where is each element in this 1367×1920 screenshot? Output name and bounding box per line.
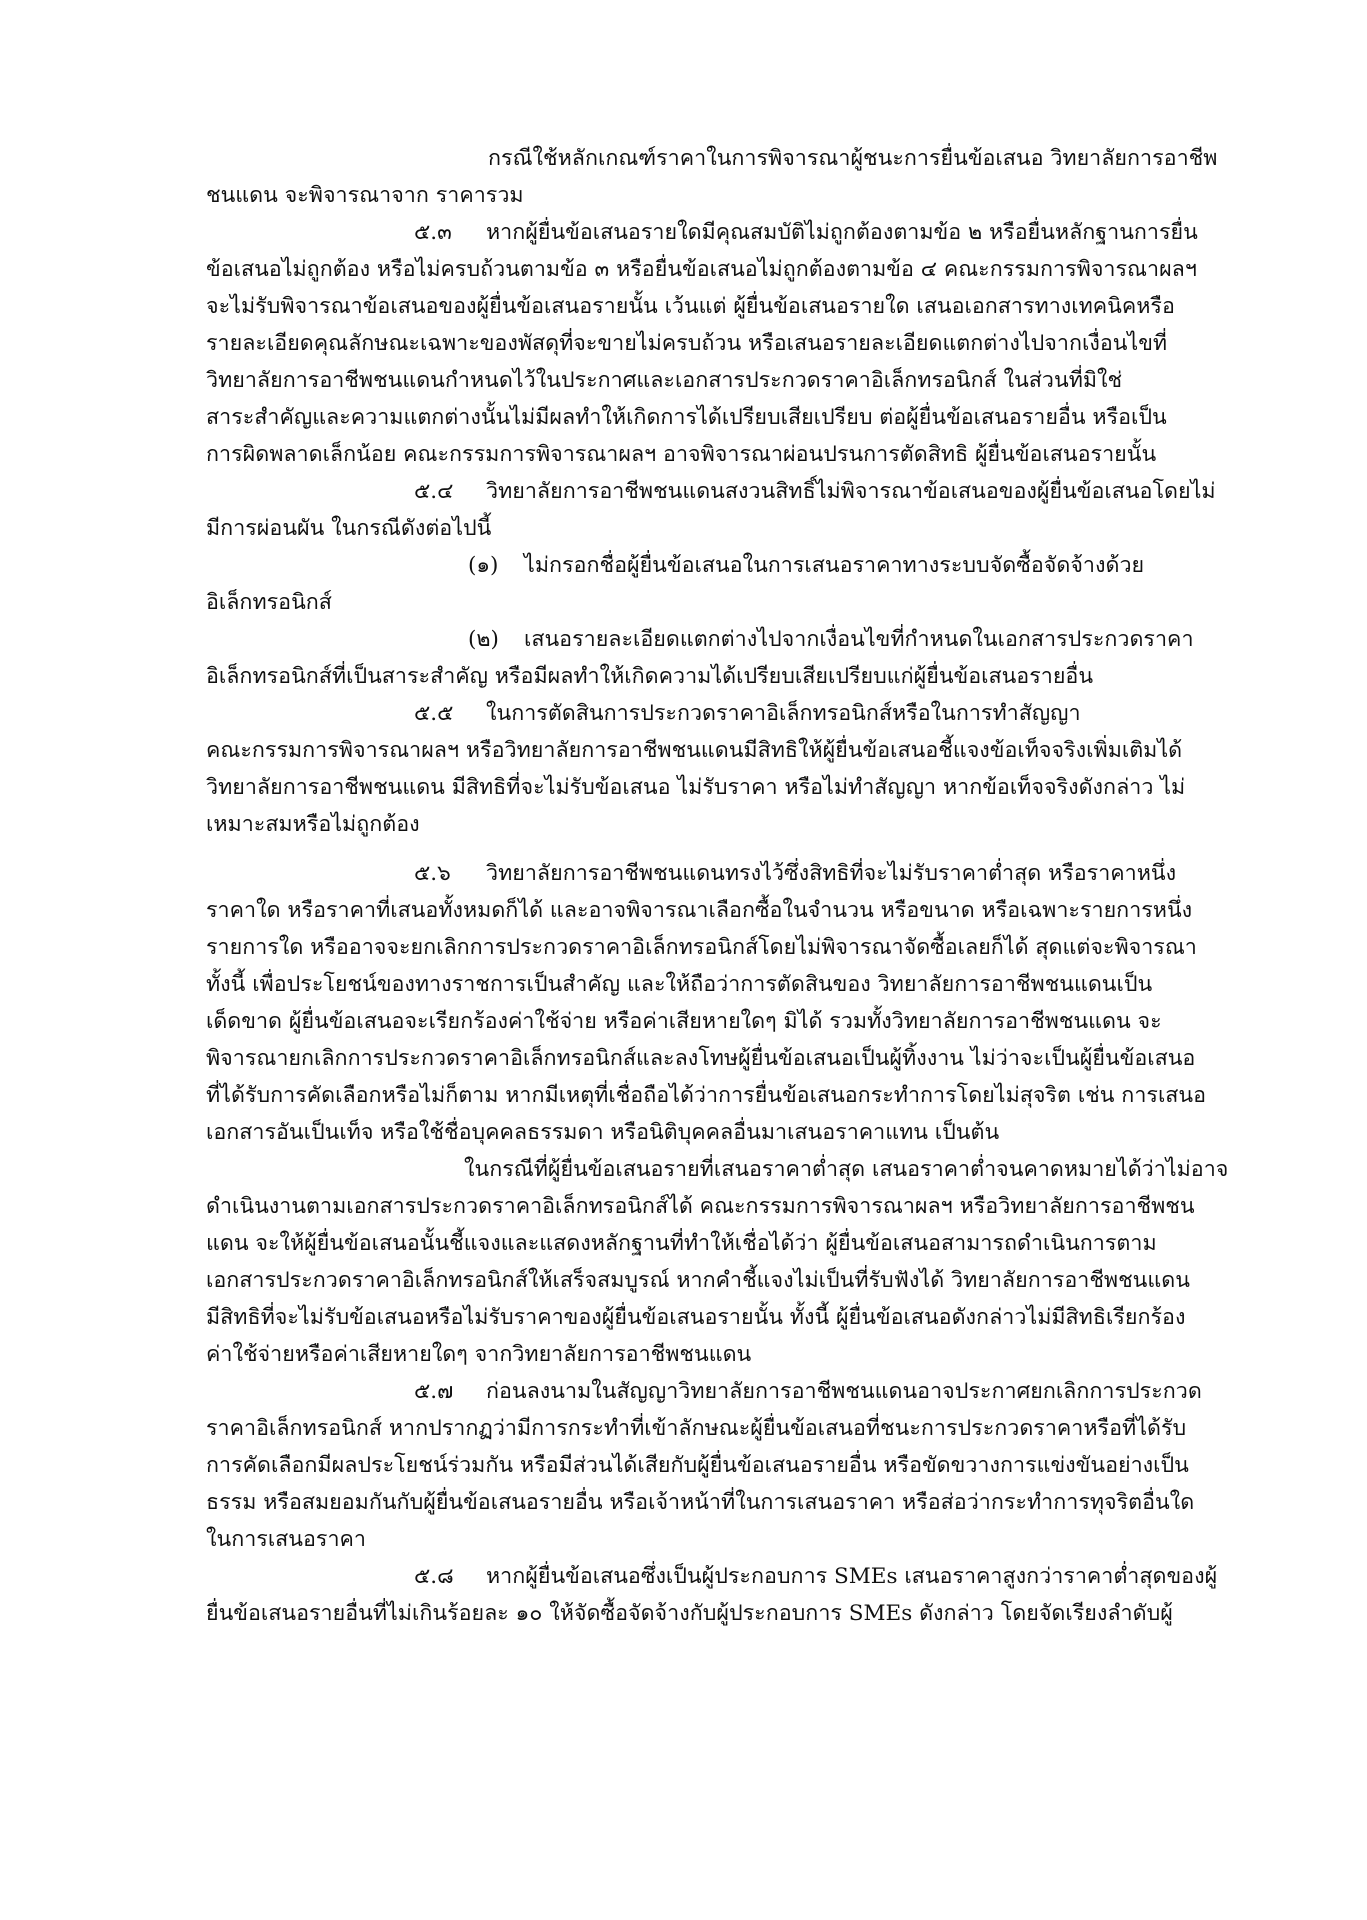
text-line: เสนอรายละเอียดแตกต่างไปจากเงื่อนไขที่กำหนดในเอกสารประกวดราคา [524, 627, 1194, 652]
paragraph-5-3 [206, 214, 1238, 473]
paragraph-5-7 [206, 1373, 1238, 1558]
text-line: เอกสารประกวดราคาอิเล็กทรอนิกส์ให้เสร็จสมบูรณ์ หากคำชี้แจงไม่เป็นที่รับฟังได้ วิทยาลัยการอาชีพชนแดน [206, 1268, 1190, 1293]
text-line: ค่าใช้จ่ายหรือค่าเสียหายใดๆ จากวิทยาลัยการอาชีพชนแดน [206, 1342, 752, 1367]
text-line: หากผู้ยื่นข้อเสนอรายใดมีคุณสมบัติไม่ถูกต้องตามข้อ ๒ หรือยื่นหลักฐานการยื่น [486, 220, 1198, 245]
text-line: คณะกรรมการพิจารณาผลฯ หรือวิทยาลัยการอาชีพชนแดนมีสิทธิให้ผู้ยื่นข้อเสนอชี้แจงข้อเท็จจริงเพิ่มเติมได้ [206, 738, 1183, 763]
paragraph-5-4-2 [206, 621, 1238, 695]
text-line: สาระสำคัญและความแตกต่างนั้นไม่มีผลทำให้เกิดการได้เปรียบเสียเปรียบ ต่อผู้ยื่นข้อเสนอรายอื่น หรือเป็น [206, 405, 1167, 430]
item-number: (๑) [468, 553, 499, 578]
text-line: ราคาใด หรือราคาที่เสนอทั้งหมดก็ได้ และอาจพิจารณาเลือกซื้อในจำนวน หรือขนาด หรือเฉพาะรายการหนึ่ง [206, 898, 1193, 923]
text-line: เหมาะสมหรือไม่ถูกต้อง [206, 812, 420, 837]
text-line: พิจารณายกเลิกการประกวดราคาอิเล็กทรอนิกส์และลงโทษผู้ยื่นข้อเสนอเป็นผู้ทิ้งงาน ไม่ว่าจะเป็นผู้ยื่นข้อเสนอ [206, 1046, 1196, 1071]
section-number: ๕.๓ [414, 220, 452, 245]
text-line: ธรรม หรือสมยอมกันกับผู้ยื่นข้อเสนอรายอื่น หรือเจ้าหน้าที่ในการเสนอราคา หรือส่อว่ากระทำการทุจริตอื่นใด [206, 1490, 1195, 1515]
text-line: ไม่กรอกชื่อผู้ยื่นข้อเสนอในการเสนอราคาทางระบบจัดซื้อจัดจ้างด้วย [524, 553, 1145, 578]
text-line: มีการผ่อนผัน ในกรณีดังต่อไปนี้ [206, 516, 492, 541]
text-line: ยื่นข้อเสนอรายอื่นที่ไม่เกินร้อยละ ๑๐ ให้จัดซื้อจัดจ้างกับผู้ประกอบการ SMEs ดังกล่าว โดยจัดเรียงลำดับผู้ [206, 1601, 1173, 1626]
text-line: แดน จะให้ผู้ยื่นข้อเสนอนั้นชี้แจงและแสดงหลักฐานที่ทำให้เชื่อได้ว่า ผู้ยื่นข้อเสนอสามารถดำเนินการตาม [206, 1231, 1157, 1256]
text-line: อิเล็กทรอนิกส์ [206, 590, 332, 615]
text-line: การผิดพลาดเล็กน้อย คณะกรรมการพิจารณาผลฯ อาจพิจารณาผ่อนปรนการตัดสิทธิ ผู้ยื่นข้อเสนอรายนั้น [206, 442, 1157, 467]
text-line: วิทยาลัยการอาชีพชนแดน มีสิทธิที่จะไม่รับข้อเสนอ ไม่รับราคา หรือไม่ทำสัญญา หากข้อเท็จจริงดังกล่าว ไม่ [206, 775, 1186, 800]
text-line: รายละเอียดคุณลักษณะเฉพาะของพัสดุที่จะขายไม่ครบถ้วน หรือเสนอรายละเอียดแตกต่างไปจากเงื่อนไขที่ [206, 331, 1168, 356]
text-line: วิทยาลัยการอาชีพชนแดนทรงไว้ซึ่งสิทธิที่จะไม่รับราคาต่ำสุด หรือราคาหนึ่ง [486, 861, 1177, 886]
section-number: ๕.๖ [414, 861, 451, 886]
paragraph-5-4-1 [206, 547, 1238, 621]
text-line: เด็ดขาด ผู้ยื่นข้อเสนอจะเรียกร้องค่าใช้จ่าย หรือค่าเสียหายใดๆ มิได้ รวมทั้งวิทยาลัยการอาชีพชนแดน จะ [206, 1009, 1162, 1034]
paragraph-5-6-continued [206, 1151, 1238, 1373]
paragraph-5-6 [206, 855, 1238, 1151]
text-line: หากผู้ยื่นข้อเสนอซึ่งเป็นผู้ประกอบการ SMEs เสนอราคาสูงกว่าราคาต่ำสุดของผู้ [486, 1564, 1218, 1589]
text-line: ราคาอิเล็กทรอนิกส์ หากปรากฏว่ามีการกระทำที่เข้าลักษณะผู้ยื่นข้อเสนอที่ชนะการประกวดราคาหรือที่ได้รับ [206, 1416, 1187, 1441]
text-line: ในกรณีที่ผู้ยื่นข้อเสนอรายที่เสนอราคาต่ำสุด เสนอราคาต่ำจนคาดหมายได้ว่าไม่อาจ [464, 1157, 1229, 1182]
document-page [206, 140, 1238, 1632]
text-line: จะไม่รับพิจารณาข้อเสนอของผู้ยื่นข้อเสนอรายนั้น เว้นแต่ ผู้ยื่นข้อเสนอรายใด เสนอเอกสารทางเทคนิคหรือ [206, 294, 1175, 319]
text-line: กรณีใช้หลักเกณฑ์ราคาในการพิจารณาผู้ชนะการยื่นข้อเสนอ วิทยาลัยการอาชีพ [488, 146, 1218, 171]
text-line: ในการตัดสินการประกวดราคาอิเล็กทรอนิกส์หรือในการทำสัญญา [486, 701, 1081, 726]
section-number: ๕.๔ [414, 479, 454, 504]
item-number: (๒) [468, 627, 499, 652]
text-line: ชนแดน จะพิจารณาจาก ราคารวม [206, 183, 524, 208]
text-line: ก่อนลงนามในสัญญาวิทยาลัยการอาชีพชนแดนอาจประกาศยกเลิกการประกวด [486, 1379, 1202, 1404]
text-line: อิเล็กทรอนิกส์ที่เป็นสาระสำคัญ หรือมีผลทำให้เกิดความได้เปรียบเสียเปรียบแก่ผู้ยื่นข้อเสนอรายอื่น [206, 664, 1094, 689]
text-line: ในการเสนอราคา [206, 1527, 366, 1552]
text-line: วิทยาลัยการอาชีพชนแดนสงวนสิทธิ์ไม่พิจารณาข้อเสนอของผู้ยื่นข้อเสนอโดยไม่ [486, 479, 1216, 504]
paragraph-5-8 [206, 1558, 1238, 1632]
section-number: ๕.๕ [414, 701, 454, 726]
text-line: มีสิทธิที่จะไม่รับข้อเสนอหรือไม่รับราคาของผู้ยื่นข้อเสนอรายนั้น ทั้งนี้ ผู้ยื่นข้อเสนอดังกล่าวไม่มีสิทธิเรียกร้อง [206, 1305, 1186, 1330]
section-number: ๕.๗ [414, 1379, 454, 1404]
section-number: ๕.๘ [414, 1564, 454, 1589]
paragraph-5-4 [206, 473, 1238, 547]
paragraph-5-5 [206, 695, 1238, 843]
text-line: รายการใด หรืออาจจะยกเลิกการประกวดราคาอิเล็กทรอนิกส์โดยไม่พิจารณาจัดซื้อเลยก็ได้ สุดแต่จะพิจารณา [206, 935, 1197, 960]
text-line: วิทยาลัยการอาชีพชนแดนกำหนดไว้ในประกาศและเอกสารประกวดราคาอิเล็กทรอนิกส์ ในส่วนที่มิใช่ [206, 368, 1123, 393]
text-line: ทั้งนี้ เพื่อประโยชน์ของทางราชการเป็นสำคัญ และให้ถือว่าการตัดสินของ วิทยาลัยการอาชีพชนแดนเป็น [206, 972, 1153, 997]
text-line: ข้อเสนอไม่ถูกต้อง หรือไม่ครบถ้วนตามข้อ ๓ หรือยื่นข้อเสนอไม่ถูกต้องตามข้อ ๔ คณะกรรมการพิจารณาผลฯ [206, 257, 1197, 282]
text-line: ดำเนินงานตามเอกสารประกวดราคาอิเล็กทรอนิกส์ได้ คณะกรรมการพิจารณาผลฯ หรือวิทยาลัยการอาชีพชน [206, 1194, 1195, 1219]
paragraph-intro [206, 140, 1238, 214]
text-line: ที่ได้รับการคัดเลือกหรือไม่ก็ตาม หากมีเหตุที่เชื่อถือได้ว่าการยื่นข้อเสนอกระทำการโดยไม่สุจริต เช่น การเสนอ [206, 1083, 1207, 1108]
text-line: การคัดเลือกมีผลประโยชน์ร่วมกัน หรือมีส่วนได้เสียกับผู้ยื่นข้อเสนอรายอื่น หรือขัดขวางการแข่งขันอย่างเป็น [206, 1453, 1189, 1478]
text-line: เอกสารอันเป็นเท็จ หรือใช้ชื่อบุคคลธรรมดา หรือนิติบุคคลอื่นมาเสนอราคาแทน เป็นต้น [206, 1120, 1000, 1145]
